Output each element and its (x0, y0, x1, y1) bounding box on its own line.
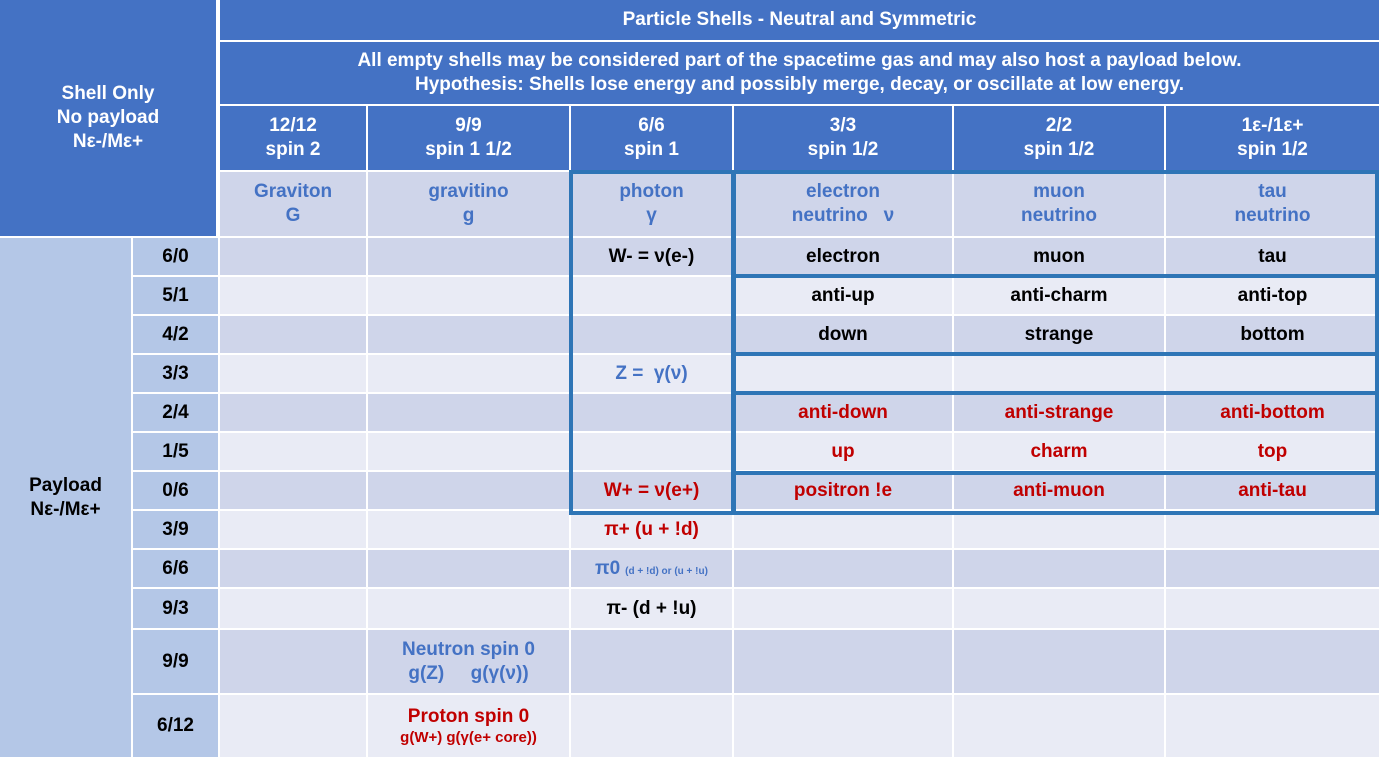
photon-payload: π- (d + !u) (606, 597, 697, 619)
cell-photon (571, 238, 732, 275)
cell-c2 (954, 695, 1164, 757)
cell-c3 (734, 695, 952, 757)
cell-c2 (954, 472, 1164, 509)
fermion-name: strange (1024, 323, 1094, 345)
column-header-gravitino (368, 106, 569, 170)
cell-photon (571, 589, 732, 628)
baryon-name: Neutron spin 0 (401, 638, 535, 660)
cell-graviton (220, 433, 366, 470)
column-header-tau-neutrino (1166, 106, 1379, 170)
cell-c1 (1166, 589, 1379, 628)
cell-gravitino (368, 550, 569, 587)
fermion-name: bottom (1240, 323, 1305, 345)
cell-graviton (220, 277, 366, 314)
row-label: 3/9 (133, 511, 218, 548)
photon-payload: Z = γ(ν) (615, 362, 688, 384)
row-label: 9/3 (133, 589, 218, 628)
fermion-name: anti-tau (1238, 479, 1307, 501)
column-ratio: 9/9 (455, 115, 482, 137)
column-spin: spin 1 1/2 (425, 139, 512, 160)
gravitino-name-cell (368, 172, 569, 236)
column-header-muon-neutrino (954, 106, 1164, 170)
row-label: 9/9 (133, 630, 218, 693)
cell-gravitino (368, 630, 569, 693)
particle-symbol: g (462, 205, 475, 226)
cell-graviton (220, 472, 366, 509)
cell-c1 (1166, 316, 1379, 353)
row-label: 5/1 (133, 277, 218, 314)
graviton-name-cell (220, 172, 366, 236)
cell-photon (571, 630, 732, 693)
fermion-name: tau (1258, 245, 1287, 267)
fermion-name: positron !e (793, 479, 893, 501)
cell-c2 (954, 316, 1164, 353)
cell-c2 (954, 589, 1164, 628)
cell-gravitino (368, 433, 569, 470)
muon-neutrino-name-cell (954, 172, 1164, 236)
cell-gravitino (368, 695, 569, 757)
cell-c2 (954, 277, 1164, 314)
fermion-name: anti-up (811, 284, 875, 306)
pion-zero-payload (595, 557, 708, 581)
column-spin: spin 1/2 (807, 139, 879, 160)
cell-c3 (734, 433, 952, 470)
row-label: 1/5 (133, 433, 218, 470)
tau-neutrino-name-cell (1166, 172, 1379, 236)
fermion-name: anti-top (1237, 284, 1308, 306)
electron-neutrino-name-cell (734, 172, 952, 236)
cell-gravitino (368, 316, 569, 353)
payload-label: Payload (29, 474, 102, 496)
cell-c3 (734, 550, 952, 587)
title-text: Particle Shells - Neutral and Symmetric (622, 9, 977, 31)
cell-c3 (734, 394, 952, 431)
cell-c3 (734, 355, 952, 392)
cell-gravitino (368, 394, 569, 431)
cell-photon (571, 433, 732, 470)
cell-photon (571, 472, 732, 509)
particle-name: tau (1258, 181, 1287, 203)
particle-name: muon (1033, 181, 1085, 203)
cell-graviton (220, 238, 366, 275)
column-header-photon (571, 106, 732, 170)
fermion-name: electron (806, 245, 880, 267)
payload-side-label (0, 238, 131, 757)
particle-symbol: G (285, 205, 301, 226)
cell-graviton (220, 355, 366, 392)
cell-gravitino (368, 238, 569, 275)
cell-gravitino (368, 472, 569, 509)
column-ratio: 3/3 (829, 115, 857, 137)
shell-only-label: Shell Only (61, 83, 155, 105)
particle-name: photon (619, 181, 684, 203)
column-ratio: 1ε-/1ε+ (1241, 115, 1304, 137)
cell-c1 (1166, 238, 1379, 275)
column-spin: spin 1 (624, 139, 679, 160)
fermion-name: down (818, 323, 868, 345)
subtitle-line-1: All empty shells may be considered part of the spacetime gas and may also host a payload below. (357, 50, 1242, 72)
baryon-name: Proton spin 0 (407, 705, 530, 727)
particle-name: gravitino (428, 181, 509, 203)
shell-ratio-label: Nε-/Mε+ (72, 130, 144, 152)
row-label: 6/12 (133, 695, 218, 757)
table-title (220, 0, 1379, 40)
column-spin: spin 1/2 (1237, 139, 1308, 160)
cell-c3 (734, 472, 952, 509)
cell-graviton (220, 630, 366, 693)
photon-payload: W+ = ν(e+) (603, 479, 700, 501)
photon-name-cell (571, 172, 732, 236)
cell-photon (571, 355, 732, 392)
column-header-graviton (220, 106, 366, 170)
particle-symbol: neutrino (1234, 205, 1311, 226)
cell-c2 (954, 394, 1164, 431)
cell-graviton (220, 316, 366, 353)
cell-gravitino (368, 511, 569, 548)
cell-photon (571, 511, 732, 548)
cell-photon (571, 550, 732, 587)
column-spin: spin 2 (265, 139, 321, 160)
cell-graviton (220, 695, 366, 757)
cell-gravitino (368, 355, 569, 392)
column-ratio: 12/12 (269, 115, 317, 137)
particle-symbol: neutrino (1021, 205, 1097, 226)
cell-c2 (954, 355, 1164, 392)
fermion-name: anti-muon (1013, 479, 1105, 501)
cell-graviton (220, 589, 366, 628)
fermion-name: anti-charm (1010, 284, 1108, 306)
cell-c3 (734, 511, 952, 548)
cell-c2 (954, 511, 1164, 548)
cell-photon (571, 695, 732, 757)
subtitle-line-2: Hypothesis: Shells lose energy and possibly merge, decay, or oscillate at low energy. (414, 74, 1185, 95)
particle-name: Graviton (253, 181, 333, 203)
payload-ratio-label: Nε-/Mε+ (30, 498, 101, 520)
photon-payload: π+ (u + !d) (604, 518, 699, 540)
cell-c1 (1166, 511, 1379, 548)
particle-symbol: neutrino ν (791, 205, 895, 226)
fermion-name: anti-down (798, 401, 888, 423)
no-payload-label: No payload (56, 107, 160, 129)
shell-only-header (0, 0, 216, 236)
cell-c3 (734, 277, 952, 314)
cell-c2 (954, 238, 1164, 275)
column-header-electron-neutrino (734, 106, 952, 170)
particle-symbol: γ (646, 205, 657, 226)
row-label: 6/0 (133, 238, 218, 275)
table-subtitle (220, 42, 1379, 104)
fermion-name: anti-bottom (1220, 401, 1325, 423)
column-spin: spin 1/2 (1023, 139, 1095, 160)
cell-c1 (1166, 472, 1379, 509)
fermion-name: muon (1033, 245, 1085, 267)
cell-photon (571, 277, 732, 314)
row-label: 0/6 (133, 472, 218, 509)
cell-c1 (1166, 277, 1379, 314)
cell-c1 (1166, 394, 1379, 431)
fermion-name: up (831, 440, 855, 462)
row-label: 3/3 (133, 355, 218, 392)
row-label: 4/2 (133, 316, 218, 353)
particle-name: electron (806, 181, 880, 203)
fermion-name: anti-strange (1004, 401, 1114, 423)
cell-photon (571, 316, 732, 353)
baryon-composition: g(Z) g(γ(ν)) (408, 662, 529, 684)
cell-graviton (220, 511, 366, 548)
pion-zero-composition: (d + !d) or (u + !u) (625, 565, 708, 577)
fermion-name: top (1257, 440, 1288, 462)
cell-c3 (734, 589, 952, 628)
cell-c3 (734, 316, 952, 353)
cell-graviton (220, 394, 366, 431)
column-ratio: 2/2 (1045, 115, 1073, 137)
pion-zero-symbol: π0 (595, 557, 621, 579)
cell-c1 (1166, 695, 1379, 757)
row-label: 2/4 (133, 394, 218, 431)
cell-c1 (1166, 433, 1379, 470)
cell-graviton (220, 550, 366, 587)
cell-c2 (954, 630, 1164, 693)
cell-c3 (734, 238, 952, 275)
cell-photon (571, 394, 732, 431)
fermion-name: charm (1030, 440, 1088, 462)
cell-c2 (954, 433, 1164, 470)
cell-c1 (1166, 630, 1379, 693)
cell-c2 (954, 550, 1164, 587)
row-label: 6/6 (133, 550, 218, 587)
cell-c1 (1166, 550, 1379, 587)
baryon-composition: g(W+) g(γ(e+ core)) (400, 728, 537, 746)
cell-gravitino (368, 589, 569, 628)
cell-gravitino (368, 277, 569, 314)
column-ratio: 6/6 (638, 115, 665, 137)
photon-payload: W- = ν(e-) (608, 245, 695, 267)
cell-c1 (1166, 355, 1379, 392)
cell-c3 (734, 630, 952, 693)
